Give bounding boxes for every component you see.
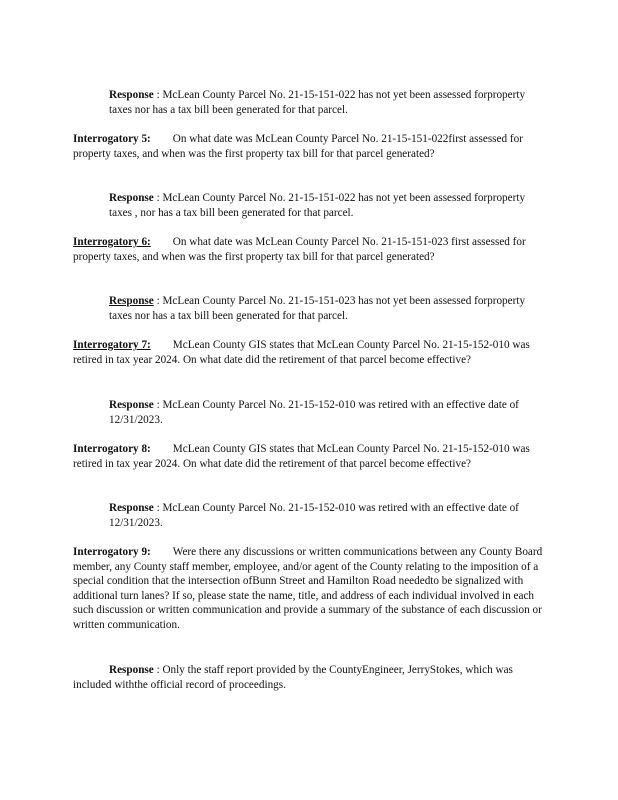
response-label: Response: [109, 664, 154, 676]
interrogatory-label: Interrogatory 7:: [73, 339, 151, 351]
interrogatory-label: Interrogatory 6:: [73, 236, 151, 248]
response-4: Response : McLean County Parcel No. 21-15-152-010 was retired with an effective date of 12/31/2023.: [109, 399, 519, 426]
interrogatory-text: On what date was McLean County Parcel No. 21-15-151-023 first assessed for property taxes, and when was the first property tax bill for that parcel generated?: [73, 236, 526, 263]
response-label: Response: [109, 192, 154, 204]
interrogatory-label: Interrogatory 9:: [73, 546, 151, 558]
interrogatory-8: [73, 442, 549, 471]
response-text: McLean County Parcel No. 21-15-151-022 has not yet been assessed forproperty taxes nor has a tax bill been generated for that parcel.: [109, 89, 526, 116]
response-text: McLean County Parcel No. 21-15-152-010 was retired with an effective date of 12/31/2023.: [109, 502, 519, 529]
interrogatory-text: On what date was McLean County Parcel No. 21-15-151-022first assessed for property taxes, and when was the first property tax bill for that parcel generated?: [73, 133, 523, 160]
interrogatory-text: McLean County GIS states that McLean County Parcel No. 21-15-152-010 was retired in tax year 2024. On what date did the retirement of that parcel become effective?: [73, 339, 530, 366]
response-2: Response : McLean County Parcel No. 21-15-151-022 has not yet been assessed forproperty taxes , nor has a tax bill been generated for that parcel.: [109, 192, 526, 219]
response-text: McLean County Parcel No. 21-15-152-010 was retired with an effective date of 12/31/2023.: [109, 399, 519, 426]
response-label: Response: [109, 502, 154, 514]
interrogatory-5: [73, 132, 549, 161]
response-label: Response: [109, 295, 154, 307]
response-label: Response: [109, 89, 154, 101]
response-3: Response : McLean County Parcel No. 21-15-151-023 has not yet been assessed forproperty taxes nor has a tax bill been generated for that parcel.: [109, 295, 526, 322]
response-text: McLean County Parcel No. 21-15-151-023 has not yet been assessed forproperty taxes nor has a tax bill been generated for that parcel.: [109, 295, 526, 322]
response-5: Response : McLean County Parcel No. 21-15-152-010 was retired with an effective date of 12/31/2023.: [109, 502, 519, 529]
interrogatory-text: Were there any discussions or written communications between any County Board member, any County staff member, employee, and/or agent of the County relating to the imposition of a special condition that the intersection ofBunn Street and Hamilton Road neededto be signalized with additional turn lanes? If so, please state the name, title, and address of each individual involved in each such discussion or written communication and provide a summary of the substance of each discussion or written communication.: [73, 546, 543, 631]
response-1: Response : McLean County Parcel No. 21-15-151-022 has not yet been assessed forproperty taxes nor has a tax bill been generated for that parcel.: [109, 89, 526, 116]
interrogatory-label: Interrogatory 5:: [73, 133, 151, 145]
interrogatory-label: Interrogatory 8:: [73, 443, 151, 455]
response-6: Response : Only the staff report provided by the CountyEngineer, JerryStokes, which was included withthe official record of proceedings.: [73, 664, 513, 691]
interrogatory-9: [73, 545, 549, 633]
response-text: McLean County Parcel No. 21-15-151-022 has not yet been assessed forproperty taxes , nor has a tax bill been generated for that parcel.: [109, 192, 526, 219]
interrogatory-6: [73, 235, 549, 264]
response-label: Response: [109, 399, 154, 411]
interrogatory-7: [73, 338, 549, 367]
interrogatory-text: McLean County GIS states that McLean County Parcel No. 21-15-152-010 was retired in tax year 2024. On what date did the retirement of that parcel become effective?: [73, 443, 530, 470]
response-text: Only the staff report provided by the CountyEngineer, JerryStokes, which was included withthe official record of proceedings.: [73, 664, 513, 691]
